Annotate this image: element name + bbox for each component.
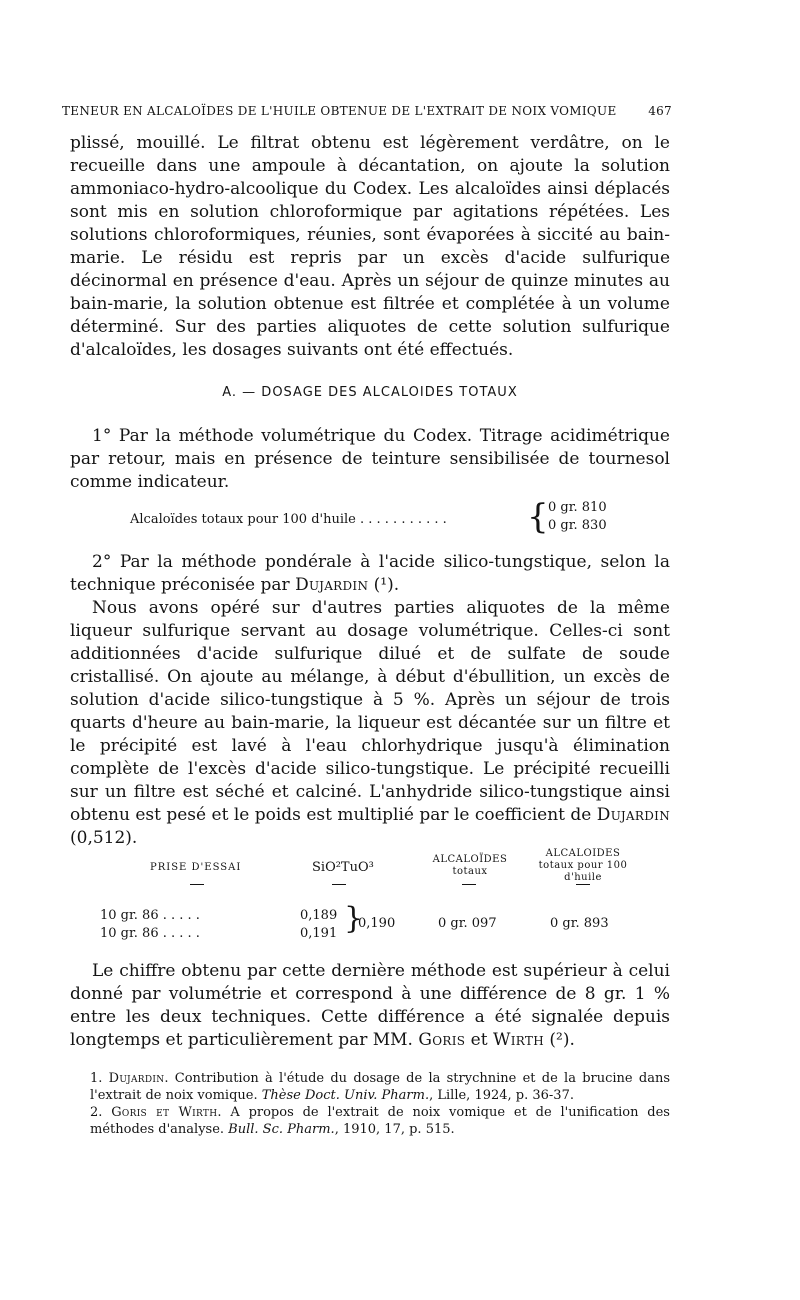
footnote-2-source: Bull. Sc. Pharm. [228, 1122, 335, 1137]
paragraph-1-text: plissé, mouillé. Le filtrat obtenu est légèrement verdâtre, on le recueille dans une ampoule à décantation, on ajoute la solution ammoniaco-hydro-alcoolique du Codex. Les alcaloïdes ainsi déplacés sont mis en solution chloroformique par agitations répétées. Les solutions chloroformiques, réunies, sont évaporées à siccité au bain-marie. Le résidu est repris par un excès d'acide sulfurique décinormal en présence d'eau. Après un séjour de quinze minutes au bain-marie, la solution obtenue est filtrée et complétée à un volume déterminé. Sur des parties aliquotes de cette solution sulfurique d'alcaloïdes, les dosages suivants ont été effectués. [70, 133, 670, 360]
footnote-2-text: . A propos de l'extrait de noix vomique et de l'unification des méthodes d'analyse. [90, 1105, 670, 1137]
result-value-1: 0 gr. 810 [548, 500, 607, 515]
paragraph-5-main: Le chiffre obtenu par cette dernière méthode est supérieur à celui donné par volumétrie et correspond à une différence de 8 gr. 1 % entre les deux techniques. Cette différence a été signalée depuis longtemps et particulièrement par MM. [70, 961, 670, 1050]
result-label: Alcaloïdes totaux pour 100 d'huile . . . . . . . . . . . [130, 512, 447, 527]
paragraph-4-main: Nous avons opéré sur d'autres parties aliquotes de la même liqueur sulfurique servant au dosage volumétrique. Celles-ci sont additionnées d'acide sulfurique dilué et de sulfate de soude cristallisé. On ajoute au mélange, à début d'ébullition, un excès de solution d'acide silico-tungstique à 5 %. Après un séjour de trois quarts d'heure au bain-marie, la liqueur est décantée sur un filtre et le précipité est lavé à l'eau chlorhydrique jusqu'à élimination complète de l'excès d'acide silico-tungstique. Le précipité recueilli sur un filtre est séché et calciné. L'anhydride silico-tungstique ainsi obtenu est pesé et le poids est multiplié par le coefficient de [70, 598, 670, 825]
row-2-prise: 10 gr. 86 . . . . . [100, 926, 200, 941]
col-header-prise: PRISE D'ESSAI [150, 862, 242, 873]
author-dujardin: Dujardin [295, 575, 369, 595]
row-1-prise: 10 gr. 86 . . . . . [100, 908, 200, 923]
footnote-1-author: Dujardin [108, 1071, 165, 1086]
paragraph-3-text [70, 551, 670, 597]
paragraph-2 [70, 425, 670, 494]
coefficient: (0,512). [70, 828, 138, 848]
paragraph-5-text [70, 960, 670, 1052]
footnotes [90, 1070, 670, 1138]
paragraph-5-et: et [465, 1030, 493, 1050]
row-1-sio: 0,189 [300, 908, 338, 923]
running-header [62, 104, 672, 118]
col-dash-1 [190, 884, 204, 885]
footnote-ref-2: (²). [544, 1030, 575, 1050]
page-number: 467 [648, 104, 672, 118]
paragraph-4-text [70, 597, 670, 850]
author-goris: Goris [418, 1030, 466, 1050]
footnote-2-end: , 1910, 17, p. 515. [334, 1122, 455, 1137]
result-value-2: 0 gr. 830 [548, 518, 607, 533]
paragraph-3-main: 2° Par la méthode pondérale à l'acide silico-tungstique, selon la technique préconisée par [70, 552, 670, 595]
paragraph-2-text: 1° Par la méthode volumétrique du Codex. Titrage acidimétrique par retour, mais en présence de teinture sensibilisée de tournesol comme indicateur. [70, 426, 670, 492]
col-dash-4 [576, 884, 590, 885]
footnote-1-number: 1. [90, 1071, 109, 1086]
result-brace: { [527, 497, 549, 537]
col-header-sio: SiO²TuO³ [312, 860, 374, 875]
footnote-1-end: , Lille, 1924, p. 36-37. [429, 1088, 574, 1103]
author-wirth: Wirth [492, 1030, 544, 1050]
footnote-ref-1: (¹). [368, 575, 400, 595]
footnote-1-source: Thèse Doct. Univ. Pharm. [261, 1088, 430, 1103]
footnote-2-number: 2. [90, 1105, 112, 1120]
paragraph-5 [70, 960, 670, 1052]
footnote-2-author: Goris et Wirth [111, 1105, 218, 1120]
footnote-1 [90, 1070, 670, 1104]
running-title: TENEUR EN ALCALOÏDES DE L'HUILE OBTENUE DE L'EXTRAIT DE NOIX VOMIQUE [62, 104, 617, 118]
footnote-2 [90, 1104, 670, 1138]
paragraph-3 [70, 551, 670, 850]
col-dash-3 [462, 884, 476, 885]
col-dash-2 [332, 884, 346, 885]
author-dujardin-2: Dujardin [596, 805, 670, 825]
mean-sio: 0,190 [358, 916, 396, 931]
col-header-alcaloides: ALCALOÏDES totaux [432, 854, 508, 877]
row-2-sio: 0,191 [300, 926, 338, 941]
alcaloides-pour-100: 0 gr. 893 [550, 916, 609, 931]
table-brace: } [344, 901, 364, 936]
footnote-1-text: . Contribution à l'étude du dosage de la strychnine et de la brucine dans l'extrait de noix vomique. [90, 1071, 670, 1103]
alcaloides-totaux: 0 gr. 097 [438, 916, 497, 931]
col-header-alcaloides-100: ALCALOIDES totaux pour 100 d'huile [538, 848, 628, 883]
paragraph-1 [70, 132, 670, 362]
section-title: A. — DOSAGE DES ALCALOIDES TOTAUX [222, 385, 518, 400]
